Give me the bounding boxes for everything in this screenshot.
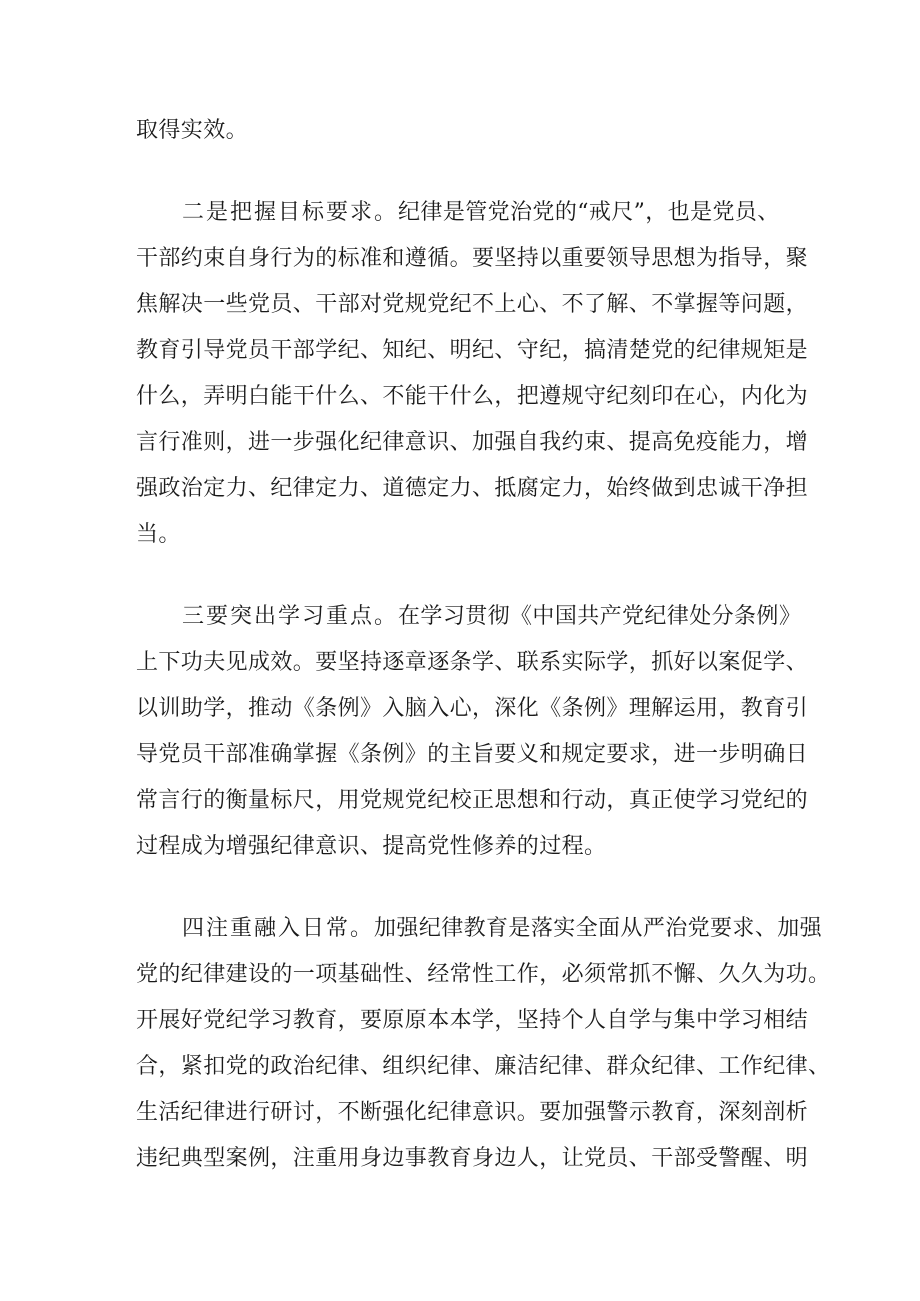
- section-two: [136, 190, 809, 558]
- section-heading: 二是把握目标要求。: [182, 200, 399, 225]
- section-text: 在学习贯彻《中国共产党纪律处分条例》: [398, 604, 802, 629]
- continuation-line: 取得实效。: [136, 118, 249, 143]
- section-text: 加强纪律教育是落实全面从严治党要求、加强: [374, 916, 823, 941]
- paragraph-line: 以训助学，推动《条例》入脑入心，深化《条例》理解运用，教育引: [136, 696, 809, 721]
- paragraph-line: 常言行的衡量标尺，用党规党纪校正思想和行动，真正使学习党纪的: [136, 788, 809, 813]
- paragraph-line: 言行准则，进一步强化纪律意识、加强自我约束、提高免疫能力，增: [136, 430, 809, 455]
- paragraph-line: 焦解决一些党员、干部对党规党纪不上心、不了解、不掌握等问题，: [136, 292, 809, 317]
- section-first-line: [136, 594, 802, 640]
- section-text: 纪律是管党治党的“戒尺”，也是党员、: [398, 200, 780, 225]
- section-first-line: [136, 906, 823, 952]
- section-first-line: [136, 190, 796, 236]
- paragraph-line: 导党员干部准确掌握《条例》的主旨要义和规定要求，进一步明确日: [136, 742, 809, 767]
- paragraph-line: 过程成为增强纪律意识、提高党性修养的过程。: [136, 834, 607, 859]
- paragraph-line: 教育引导党员干部学纪、知纪、明纪、守纪，搞清楚党的纪律规矩是: [136, 338, 809, 363]
- section-heading: 三要突出学习重点。: [182, 604, 399, 629]
- paragraph-line: 违纪典型案例，注重用身边事教育身边人，让党员、干部受警醒、明: [136, 1146, 809, 1171]
- document-page: [136, 108, 831, 1182]
- paragraph-line: 党的纪律建设的一项基础性、经常性工作，必须常抓不懈、久久为功。: [136, 962, 831, 987]
- section-heading: 四注重融入日常。: [182, 916, 375, 941]
- section-four: [136, 906, 831, 1182]
- paragraph-line: 干部约束自身行为的标准和遵循。要坚持以重要领导思想为指导，聚: [136, 246, 809, 271]
- paragraph-line: 开展好党纪学习教育，要原原本本学，坚持个人自学与集中学习相结: [136, 1008, 809, 1033]
- paragraph-line: 强政治定力、纪律定力、道德定力、抵腐定力，始终做到忠诚干净担: [136, 476, 809, 501]
- paragraph-line: 什么，弄明白能干什么、不能干什么，把遵规守纪刻印在心，内化为: [136, 384, 809, 409]
- paragraph-line: 合，紧扣党的政治纪律、组织纪律、廉洁纪律、群众纪律、工作纪律、: [136, 1054, 831, 1079]
- paragraph-line: 上下功夫见成效。要坚持逐章逐条学、联系实际学，抓好以案促学、: [136, 650, 809, 675]
- paragraph-line: 当。: [136, 522, 181, 547]
- paragraph-line: 生活纪律进行研讨，不断强化纪律意识。要加强警示教育，深刻剖析: [136, 1100, 809, 1125]
- section-three: [136, 594, 809, 870]
